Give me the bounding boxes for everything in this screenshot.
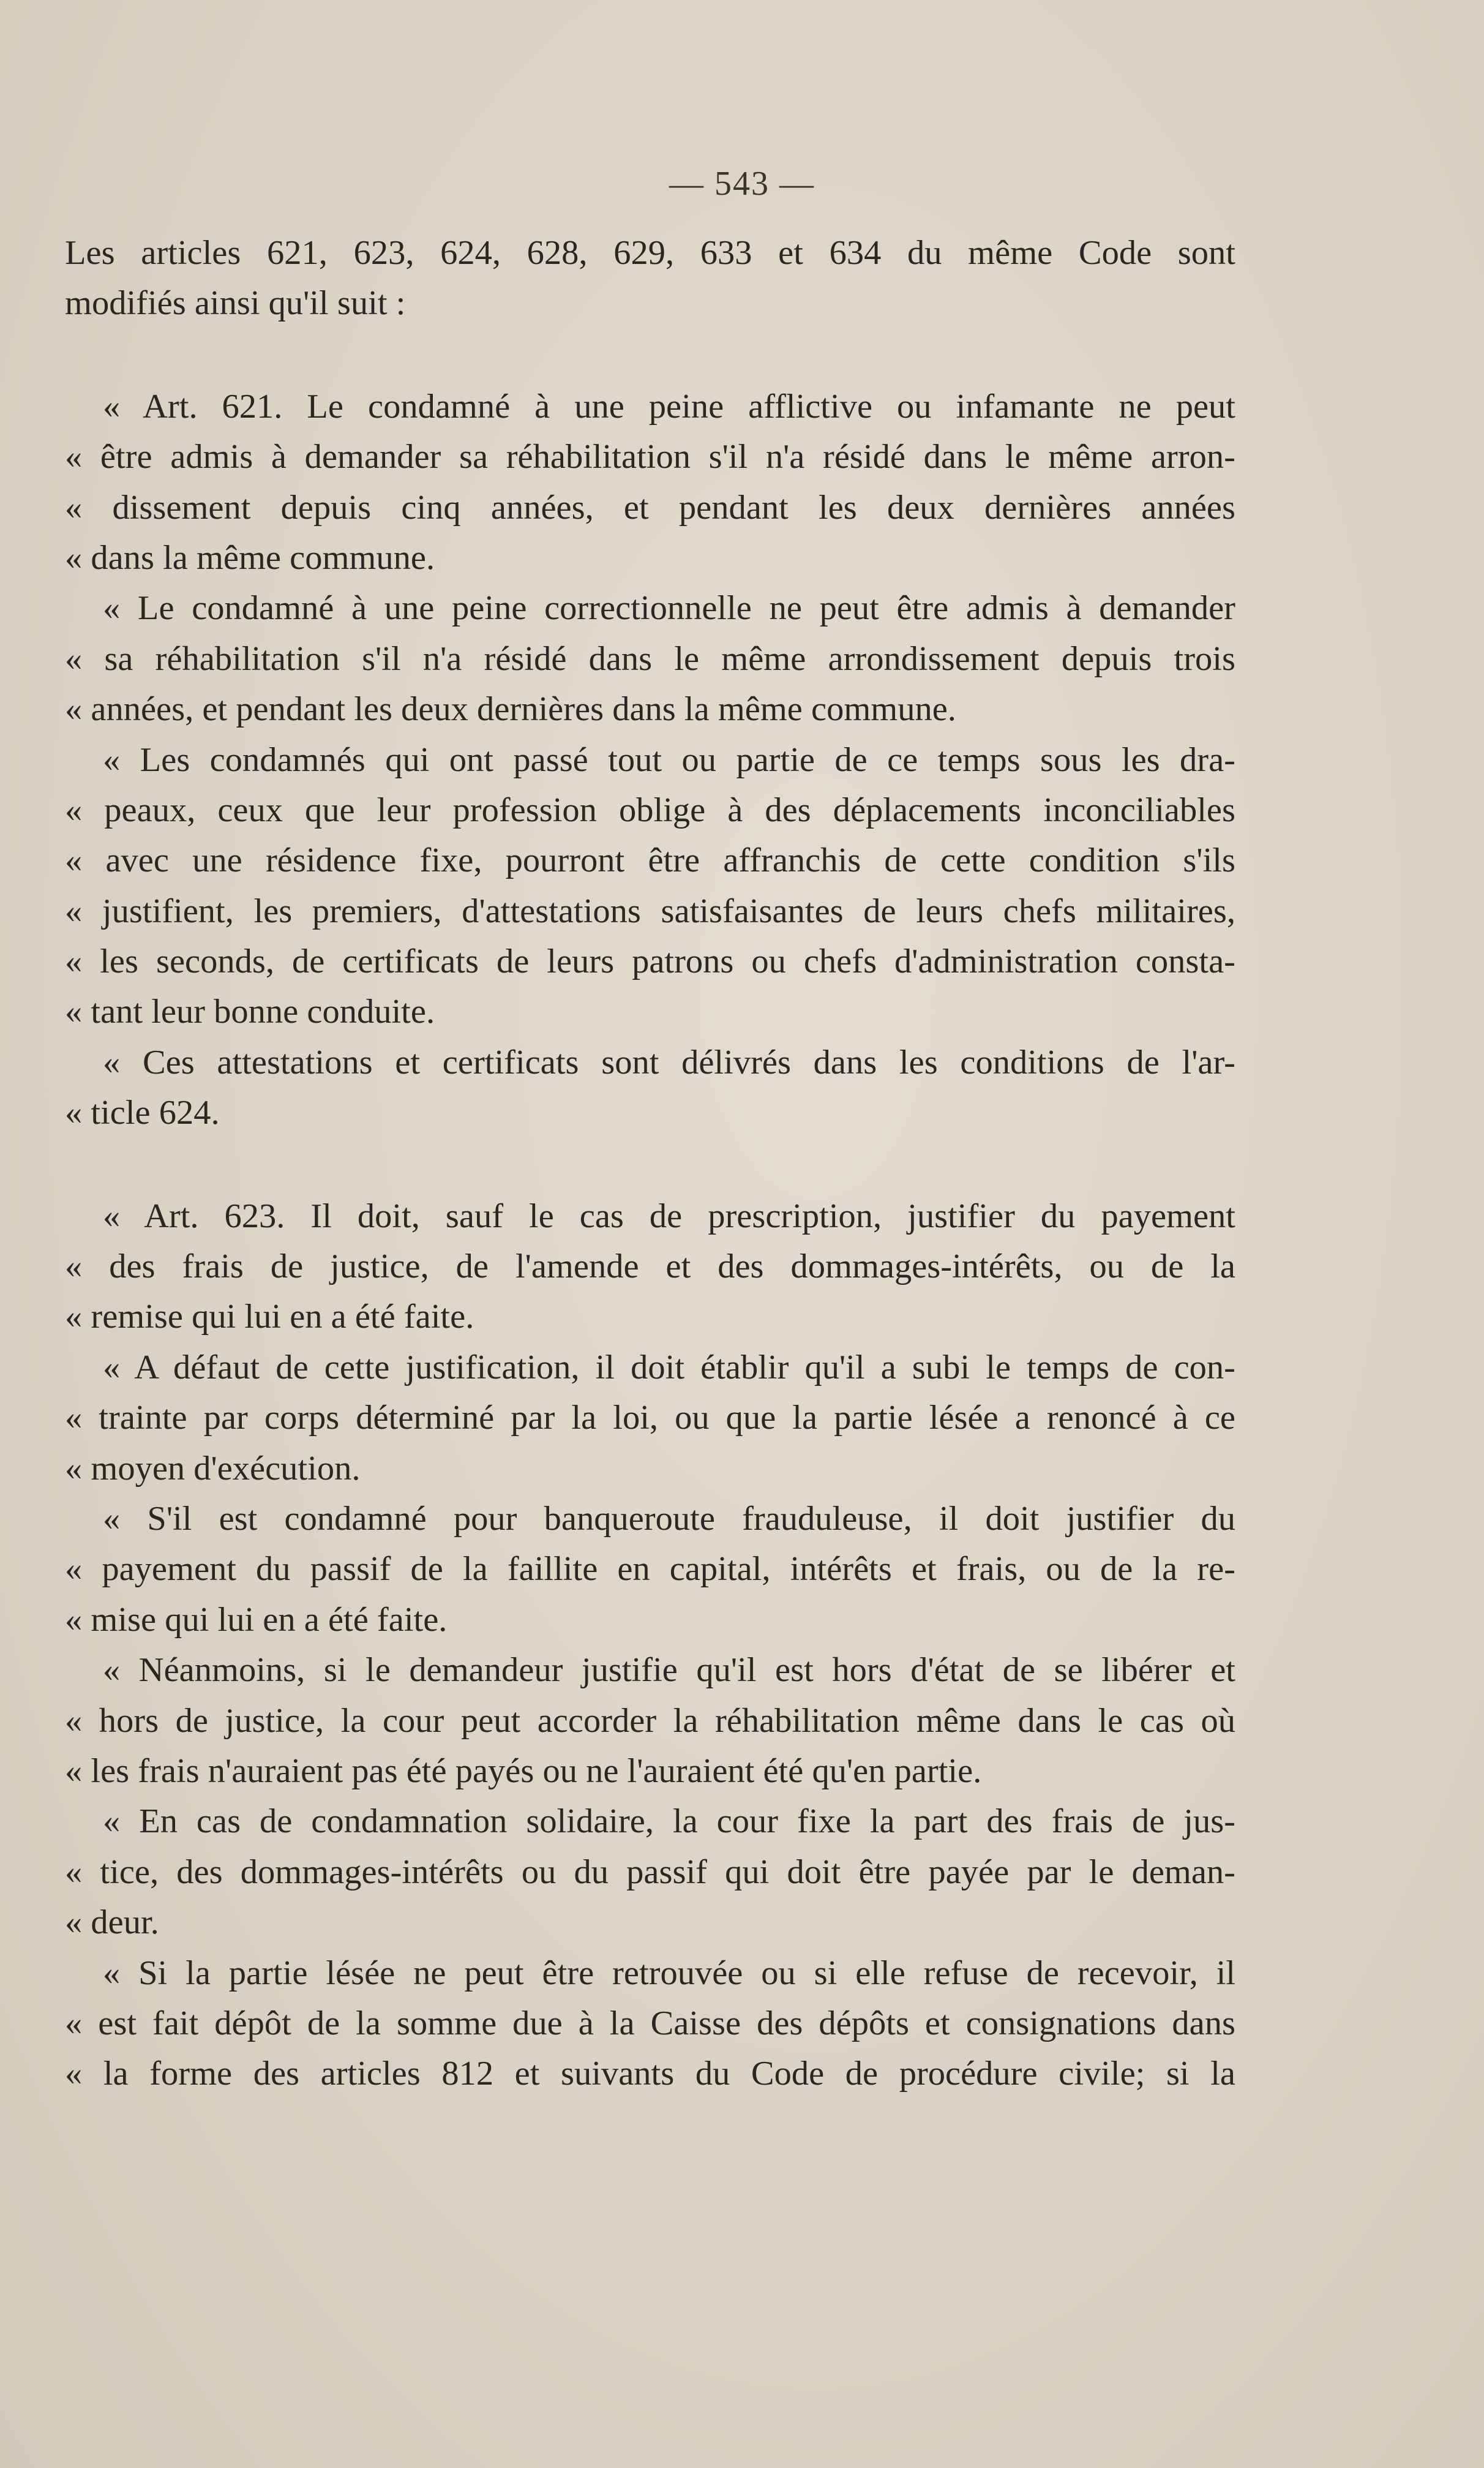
text-line: « dans la même commune. xyxy=(65,538,435,577)
text-line: « justifient, les premiers, d'attestations satisfaisantes de leurs chefs militaires, xyxy=(65,892,1235,930)
paragraph xyxy=(65,1494,1235,1645)
paragraph xyxy=(65,1796,1235,1947)
text-line: « remise qui lui en a été faite. xyxy=(65,1298,474,1336)
text-line: « être admis à demander sa réhabilitation s'il n'a résidé dans le même arron- xyxy=(65,438,1235,476)
text-line: « mise qui lui en a été faite. xyxy=(65,1600,448,1639)
text-line: « ticle 624. xyxy=(65,1094,220,1132)
text-line: « Ces attestations et certificats sont délivrés dans les conditions de l'ar- xyxy=(103,1043,1235,1082)
page-number: — 543 — xyxy=(669,165,815,203)
text-line: « dissement depuis cinq années, et pendant les deux dernières années xyxy=(65,488,1235,527)
text-line: « Art. 621. Le condamné à une peine afflictive ou infamante ne peut xyxy=(103,387,1235,426)
text-line: « peaux, ceux que leur profession oblige à des déplacements inconciliables xyxy=(65,791,1235,829)
paragraph xyxy=(65,228,1235,329)
text-line: « hors de justice, la cour peut accorder la réhabilitation même dans le cas où xyxy=(65,1701,1235,1740)
paragraph xyxy=(65,1342,1235,1494)
text-line: « trainte par corps déterminé par la loi, ou que la partie lésée a renoncé à ce xyxy=(65,1399,1235,1437)
text-line: « tice, des dommages-intérêts ou du passif qui doit être payée par le deman- xyxy=(65,1853,1235,1891)
paragraph-gap xyxy=(65,1138,1235,1191)
text-line: « Le condamné à une peine correctionnelle ne peut être admis à demander xyxy=(103,589,1235,628)
text-line: Les articles 621, 623, 624, 628, 629, 633 et 634 du même Code sont xyxy=(65,234,1235,272)
paragraph xyxy=(65,1037,1235,1138)
text-line: « la forme des articles 812 et suivants du Code de procédure civile; si la xyxy=(65,2055,1235,2093)
paragraph xyxy=(65,735,1235,1037)
text-line: « les frais n'auraient pas été payés ou ne l'auraient été qu'en partie. xyxy=(65,1751,982,1790)
text-line: « A défaut de cette justification, il doit établir qu'il a subi le temps de con- xyxy=(103,1348,1235,1386)
text-line: « payement du passif de la faillite en capital, intérêts et frais, ou de la re- xyxy=(65,1550,1235,1589)
text-line: modifiés ainsi qu'il suit : xyxy=(65,284,406,323)
text-line: « S'il est condamné pour banqueroute frauduleuse, il doit justifier du xyxy=(103,1499,1235,1538)
text-line: « années, et pendant les deux dernières dans la même commune. xyxy=(65,690,956,729)
text-line: « Si la partie lésée ne peut être retrouvée ou si elle refuse de recevoir, il xyxy=(103,1954,1235,1992)
text-line: « avec une résidence fixe, pourront être affranchis de cette condition s'ils xyxy=(65,841,1235,880)
text-line: « Art. 623. Il doit, sauf le cas de prescription, justifier du payement xyxy=(103,1197,1235,1235)
paragraph xyxy=(65,1645,1235,1796)
text-line: « tant leur bonne conduite. xyxy=(65,993,435,1031)
text-line: « Néanmoins, si le demandeur justifie qu'il est hors d'état de se libérer et xyxy=(103,1651,1235,1690)
text-line: « En cas de condamnation solidaire, la cour fixe la part des frais de jus- xyxy=(103,1802,1235,1841)
text-line: « moyen d'exécution. xyxy=(65,1449,361,1488)
paragraph xyxy=(65,583,1235,734)
paragraph xyxy=(65,382,1235,584)
text-line: « est fait dépôt de la somme due à la Caisse des dépôts et consignations dans xyxy=(65,2004,1235,2042)
text-line: « Les condamnés qui ont passé tout ou partie de ce temps sous les dra- xyxy=(103,740,1235,779)
body-text xyxy=(65,228,1235,2099)
paragraph-gap xyxy=(65,329,1235,382)
text-line: « les seconds, de certificats de leurs patrons ou chefs d'administration consta- xyxy=(65,942,1235,981)
text-line: « sa réhabilitation s'il n'a résidé dans le même arrondissement depuis trois xyxy=(65,639,1235,678)
text-line: « des frais de justice, de l'amende et des dommages-intérêts, ou de la xyxy=(65,1247,1235,1286)
text-line: « deur. xyxy=(65,1903,159,1942)
paragraph xyxy=(65,1948,1235,2099)
paragraph xyxy=(65,1191,1235,1342)
